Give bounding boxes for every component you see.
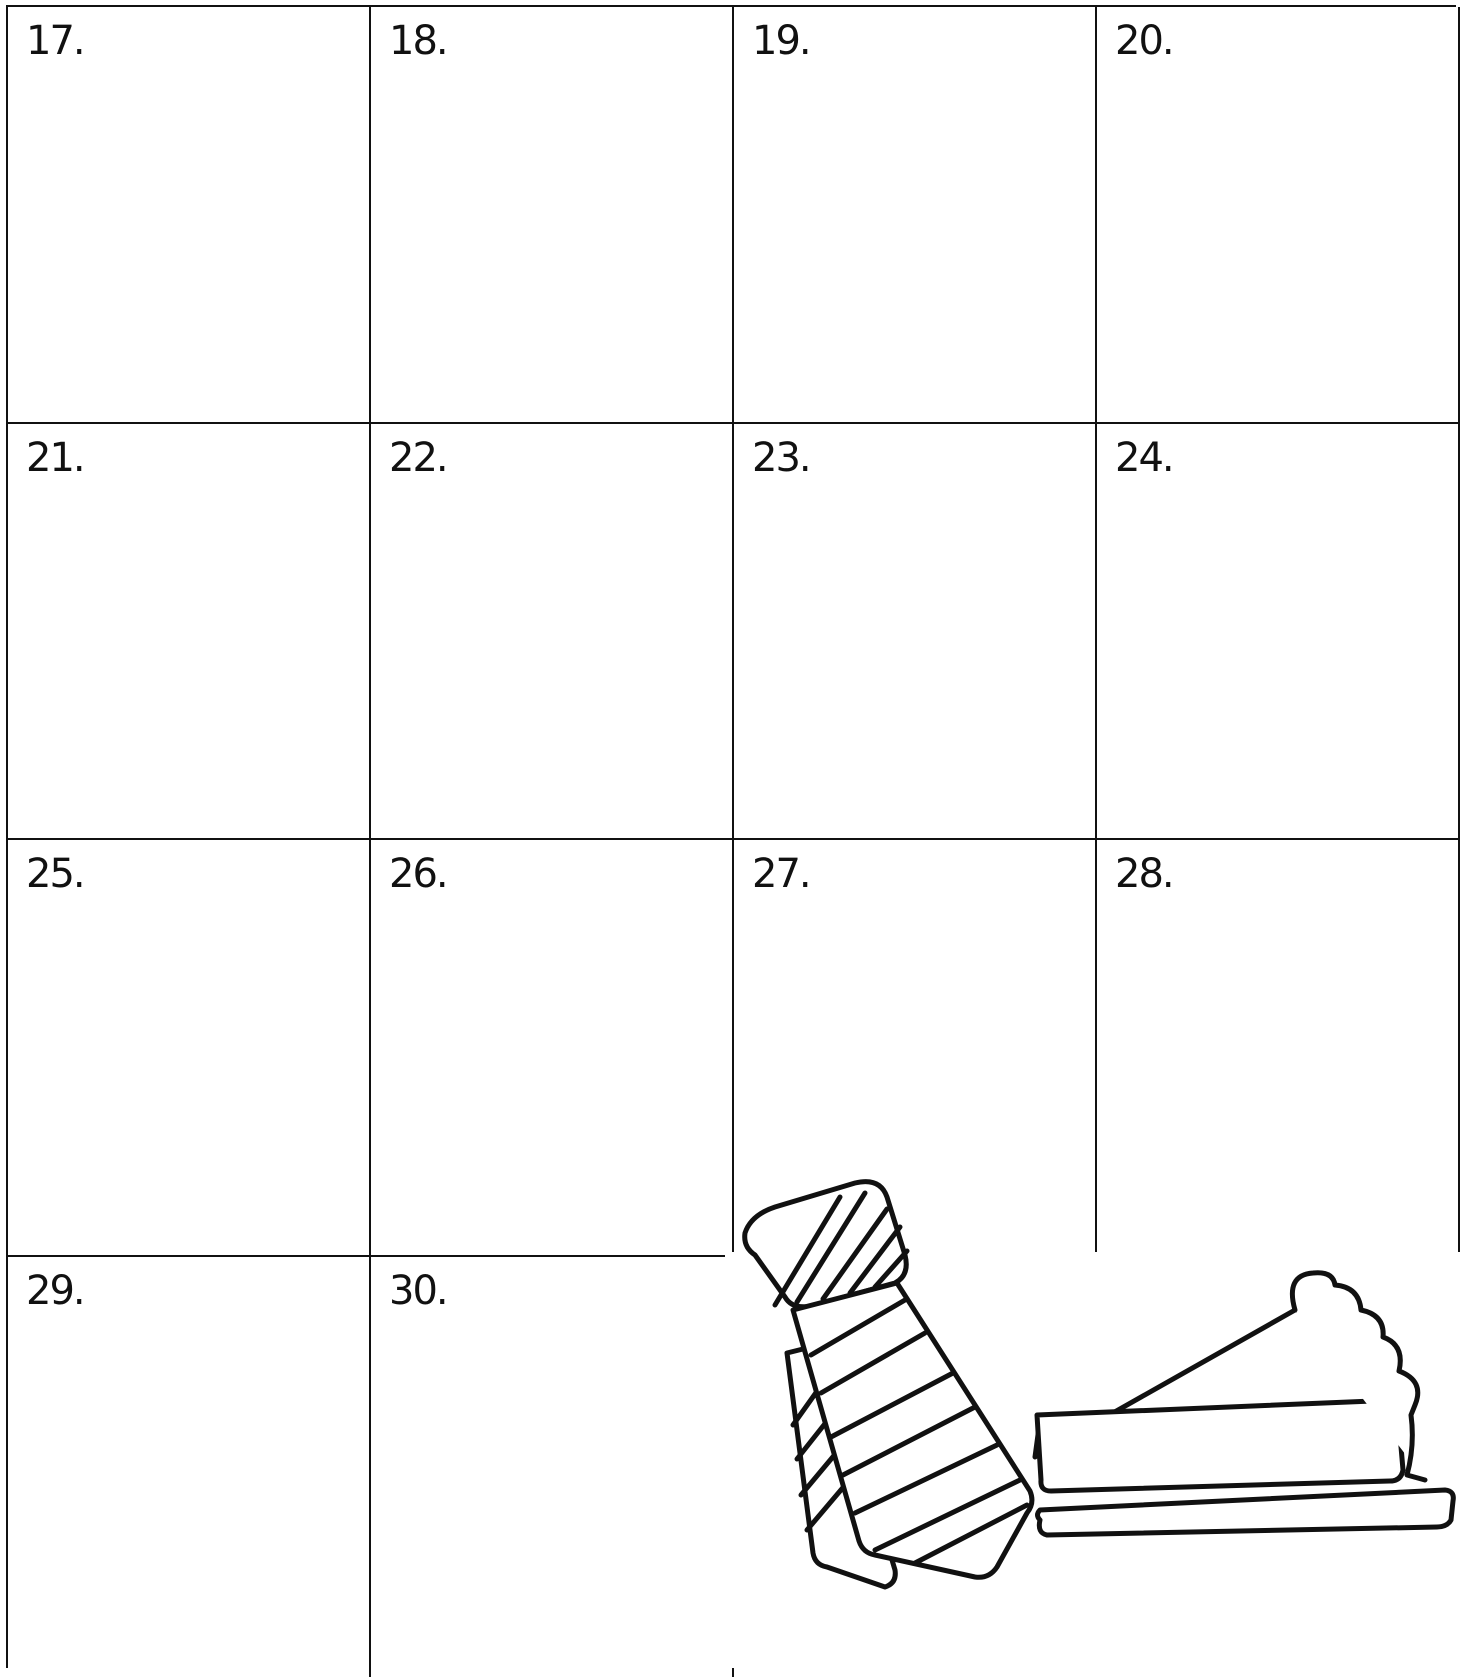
cell-number-26: 26. bbox=[389, 851, 447, 897]
answer-cell-23[interactable] bbox=[734, 424, 1097, 840]
answer-cell-30[interactable] bbox=[371, 1257, 734, 1677]
answer-cell-22[interactable] bbox=[371, 424, 734, 840]
cell-number-21: 21. bbox=[26, 435, 84, 481]
answer-cell-26[interactable] bbox=[371, 840, 734, 1257]
cell-number-30: 30. bbox=[389, 1268, 447, 1314]
cell-number-25: 25. bbox=[26, 851, 84, 897]
answer-cell-17[interactable] bbox=[8, 7, 371, 424]
answer-cell-20[interactable] bbox=[1097, 7, 1460, 424]
answer-cell-25[interactable] bbox=[8, 840, 371, 1257]
cell-number-19: 19. bbox=[752, 18, 810, 64]
cell-number-28: 28. bbox=[1115, 851, 1173, 897]
striped-tie-icon bbox=[745, 1182, 1032, 1587]
cell-number-27: 27. bbox=[752, 851, 810, 897]
answer-cell-18[interactable] bbox=[371, 7, 734, 424]
cell-number-23: 23. bbox=[752, 435, 810, 481]
cell-number-29: 29. bbox=[26, 1268, 84, 1314]
answer-cell-29[interactable] bbox=[8, 1257, 371, 1677]
answer-cell-19[interactable] bbox=[734, 7, 1097, 424]
cell-number-22: 22. bbox=[389, 435, 447, 481]
pie-slice-icon bbox=[1035, 1273, 1453, 1535]
cell-number-18: 18. bbox=[389, 18, 447, 64]
answer-cell-24[interactable] bbox=[1097, 424, 1460, 840]
cell-number-24: 24. bbox=[1115, 435, 1173, 481]
answer-cell-21[interactable] bbox=[8, 424, 371, 840]
decorative-clipart bbox=[735, 1175, 1465, 1668]
cell-number-17: 17. bbox=[26, 18, 84, 64]
cell-number-20: 20. bbox=[1115, 18, 1173, 64]
